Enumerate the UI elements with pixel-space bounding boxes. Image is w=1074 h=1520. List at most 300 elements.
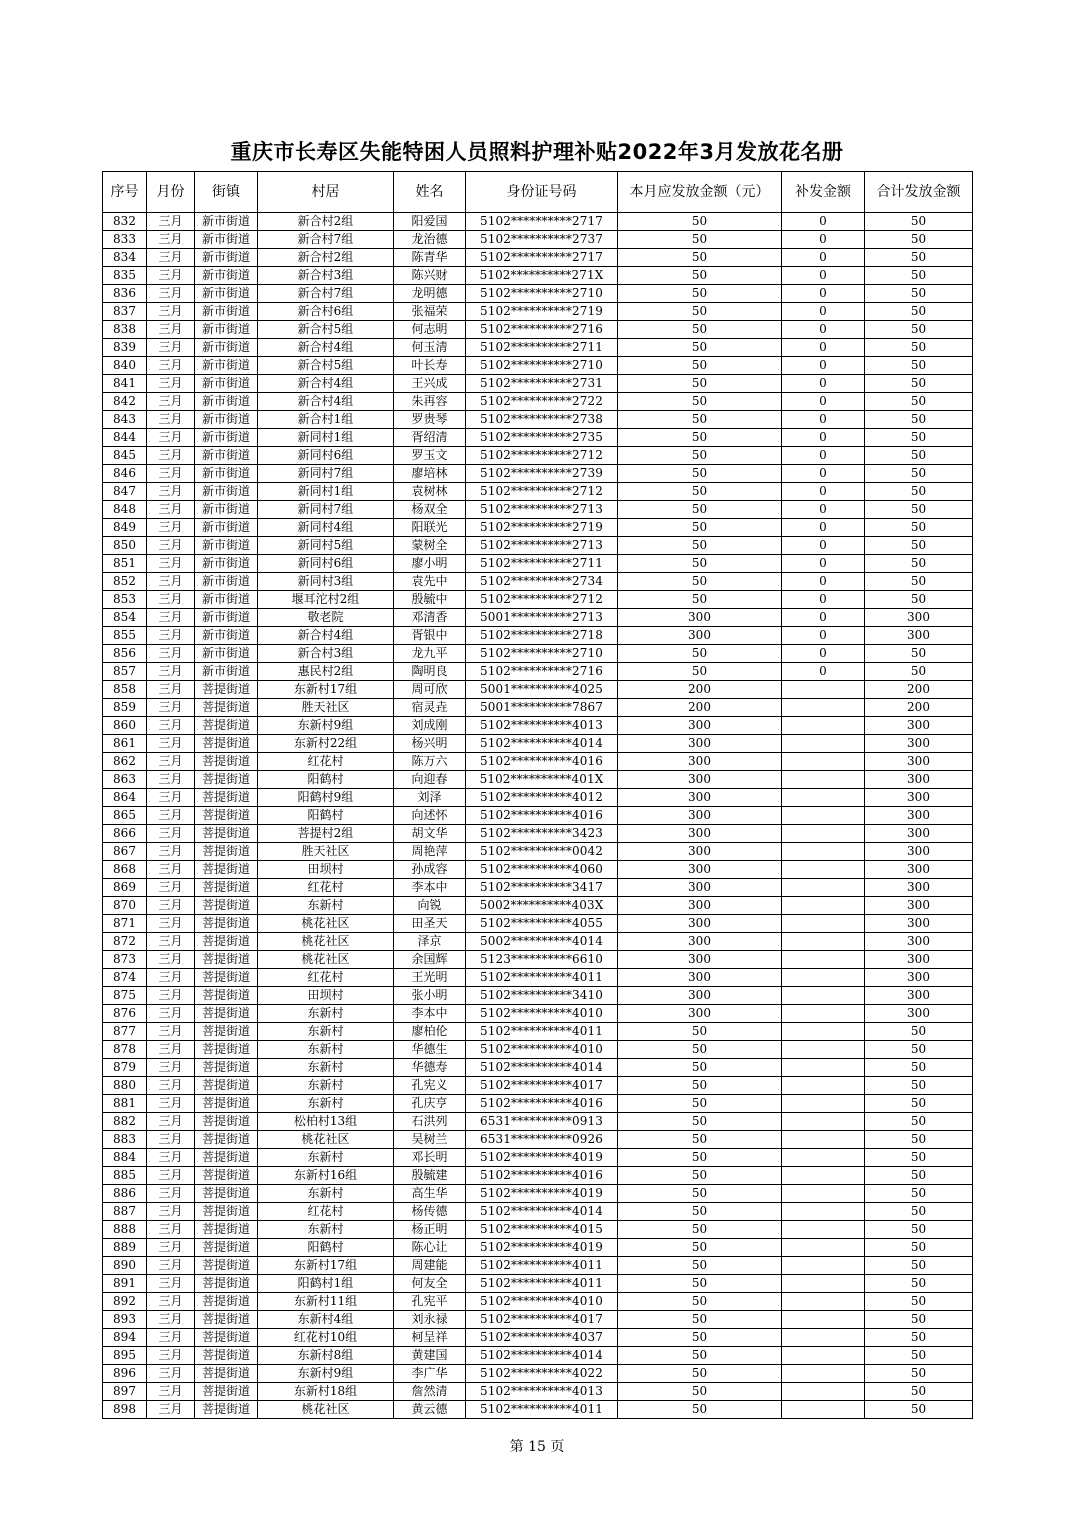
cell-village: 东新村17组 bbox=[258, 1257, 394, 1275]
cell-month: 三月 bbox=[147, 375, 195, 393]
cell-street: 菩提街道 bbox=[195, 825, 258, 843]
cell-index: 897 bbox=[103, 1383, 147, 1401]
cell-street: 菩提街道 bbox=[195, 1293, 258, 1311]
cell-name: 胥银中 bbox=[394, 627, 466, 645]
cell-total-amount: 50 bbox=[865, 393, 973, 411]
cell-id-number: 5102**********2737 bbox=[466, 231, 618, 249]
cell-monthly-amount: 50 bbox=[618, 663, 782, 681]
cell-name: 周建能 bbox=[394, 1257, 466, 1275]
table-row bbox=[103, 717, 973, 735]
cell-village: 东新村17组 bbox=[258, 681, 394, 699]
cell-index: 844 bbox=[103, 429, 147, 447]
cell-total-amount: 50 bbox=[865, 1257, 973, 1275]
cell-monthly-amount: 300 bbox=[618, 1005, 782, 1023]
cell-index: 883 bbox=[103, 1131, 147, 1149]
table-row bbox=[103, 771, 973, 789]
table-row bbox=[103, 699, 973, 717]
cell-street: 菩提街道 bbox=[195, 717, 258, 735]
cell-id-number: 5102**********0042 bbox=[466, 843, 618, 861]
cell-street: 新市街道 bbox=[195, 321, 258, 339]
cell-monthly-amount: 50 bbox=[618, 267, 782, 285]
cell-index: 893 bbox=[103, 1311, 147, 1329]
cell-month: 三月 bbox=[147, 1077, 195, 1095]
cell-id-number: 5102**********4016 bbox=[466, 1167, 618, 1185]
cell-reissue-amount bbox=[782, 771, 865, 789]
cell-total-amount: 50 bbox=[865, 1059, 973, 1077]
cell-total-amount: 50 bbox=[865, 357, 973, 375]
cell-reissue-amount bbox=[782, 1167, 865, 1185]
cell-village: 新同村3组 bbox=[258, 573, 394, 591]
cell-monthly-amount: 300 bbox=[618, 627, 782, 645]
table-row bbox=[103, 1059, 973, 1077]
cell-street: 菩提街道 bbox=[195, 1077, 258, 1095]
cell-village: 东新村 bbox=[258, 1005, 394, 1023]
table-row bbox=[103, 897, 973, 915]
cell-street: 新市街道 bbox=[195, 501, 258, 519]
cell-reissue-amount: 0 bbox=[782, 591, 865, 609]
table-row bbox=[103, 375, 973, 393]
cell-total-amount: 50 bbox=[865, 1095, 973, 1113]
cell-total-amount: 200 bbox=[865, 681, 973, 699]
cell-month: 三月 bbox=[147, 753, 195, 771]
cell-total-amount: 50 bbox=[865, 1347, 973, 1365]
cell-village: 新合村1组 bbox=[258, 411, 394, 429]
cell-id-number: 5102**********2718 bbox=[466, 627, 618, 645]
cell-month: 三月 bbox=[147, 501, 195, 519]
cell-village: 新合村7组 bbox=[258, 231, 394, 249]
cell-village: 桃花社区 bbox=[258, 933, 394, 951]
cell-street: 菩提街道 bbox=[195, 1113, 258, 1131]
cell-reissue-amount bbox=[782, 1329, 865, 1347]
cell-name: 陈青华 bbox=[394, 249, 466, 267]
cell-total-amount: 300 bbox=[865, 1005, 973, 1023]
cell-index: 857 bbox=[103, 663, 147, 681]
cell-index: 892 bbox=[103, 1293, 147, 1311]
cell-month: 三月 bbox=[147, 735, 195, 753]
cell-id-number: 5102**********4011 bbox=[466, 1023, 618, 1041]
cell-month: 三月 bbox=[147, 1185, 195, 1203]
cell-month: 三月 bbox=[147, 465, 195, 483]
cell-name: 向述怀 bbox=[394, 807, 466, 825]
cell-name: 叶长寿 bbox=[394, 357, 466, 375]
cell-monthly-amount: 50 bbox=[618, 573, 782, 591]
cell-monthly-amount: 50 bbox=[618, 1059, 782, 1077]
cell-month: 三月 bbox=[147, 249, 195, 267]
table-row bbox=[103, 1113, 973, 1131]
cell-village: 东新村 bbox=[258, 897, 394, 915]
cell-id-number: 5001**********7867 bbox=[466, 699, 618, 717]
cell-reissue-amount bbox=[782, 1005, 865, 1023]
cell-month: 三月 bbox=[147, 969, 195, 987]
cell-name: 王光明 bbox=[394, 969, 466, 987]
cell-month: 三月 bbox=[147, 825, 195, 843]
cell-village: 红花村 bbox=[258, 753, 394, 771]
cell-index: 849 bbox=[103, 519, 147, 537]
cell-street: 新市街道 bbox=[195, 519, 258, 537]
cell-reissue-amount bbox=[782, 717, 865, 735]
cell-index: 852 bbox=[103, 573, 147, 591]
cell-village: 新合村2组 bbox=[258, 213, 394, 231]
cell-month: 三月 bbox=[147, 1293, 195, 1311]
cell-monthly-amount: 50 bbox=[618, 465, 782, 483]
cell-name: 朱再容 bbox=[394, 393, 466, 411]
cell-street: 菩提街道 bbox=[195, 951, 258, 969]
cell-name: 向锐 bbox=[394, 897, 466, 915]
cell-monthly-amount: 300 bbox=[618, 789, 782, 807]
cell-id-number: 5123**********6610 bbox=[466, 951, 618, 969]
table-row bbox=[103, 1275, 973, 1293]
cell-month: 三月 bbox=[147, 609, 195, 627]
cell-id-number: 5102**********4011 bbox=[466, 1401, 618, 1419]
cell-monthly-amount: 50 bbox=[618, 249, 782, 267]
cell-village: 新合村3组 bbox=[258, 267, 394, 285]
cell-name: 杨正明 bbox=[394, 1221, 466, 1239]
cell-monthly-amount: 300 bbox=[618, 879, 782, 897]
cell-street: 菩提街道 bbox=[195, 843, 258, 861]
table-row bbox=[103, 1311, 973, 1329]
cell-index: 848 bbox=[103, 501, 147, 519]
table-row bbox=[103, 231, 973, 249]
cell-name: 吴树兰 bbox=[394, 1131, 466, 1149]
cell-month: 三月 bbox=[147, 231, 195, 249]
cell-month: 三月 bbox=[147, 1329, 195, 1347]
cell-month: 三月 bbox=[147, 573, 195, 591]
cell-monthly-amount: 50 bbox=[618, 1203, 782, 1221]
cell-village: 新合村5组 bbox=[258, 321, 394, 339]
cell-name: 泽京 bbox=[394, 933, 466, 951]
cell-reissue-amount bbox=[782, 1059, 865, 1077]
cell-reissue-amount bbox=[782, 699, 865, 717]
cell-reissue-amount: 0 bbox=[782, 321, 865, 339]
cell-index: 870 bbox=[103, 897, 147, 915]
cell-id-number: 5102**********4055 bbox=[466, 915, 618, 933]
cell-id-number: 5102**********4014 bbox=[466, 1203, 618, 1221]
cell-id-number: 5102**********2722 bbox=[466, 393, 618, 411]
cell-index: 884 bbox=[103, 1149, 147, 1167]
cell-total-amount: 50 bbox=[865, 1275, 973, 1293]
cell-index: 847 bbox=[103, 483, 147, 501]
table-row bbox=[103, 951, 973, 969]
cell-village: 桃花社区 bbox=[258, 1401, 394, 1419]
cell-monthly-amount: 50 bbox=[618, 213, 782, 231]
cell-id-number: 5002**********403X bbox=[466, 897, 618, 915]
cell-village: 田坝村 bbox=[258, 861, 394, 879]
table-row bbox=[103, 987, 973, 1005]
cell-index: 877 bbox=[103, 1023, 147, 1041]
cell-monthly-amount: 300 bbox=[618, 933, 782, 951]
cell-index: 835 bbox=[103, 267, 147, 285]
cell-name: 阳联光 bbox=[394, 519, 466, 537]
cell-reissue-amount bbox=[782, 843, 865, 861]
cell-month: 三月 bbox=[147, 987, 195, 1005]
cell-total-amount: 50 bbox=[865, 249, 973, 267]
cell-monthly-amount: 50 bbox=[618, 1041, 782, 1059]
cell-village: 新合村4组 bbox=[258, 375, 394, 393]
cell-reissue-amount bbox=[782, 1257, 865, 1275]
table-row bbox=[103, 447, 973, 465]
cell-village: 新同村1组 bbox=[258, 483, 394, 501]
cell-index: 878 bbox=[103, 1041, 147, 1059]
cell-month: 三月 bbox=[147, 717, 195, 735]
header-monthly-amount: 本月应发放金额（元） bbox=[618, 172, 782, 213]
cell-village: 新合村5组 bbox=[258, 357, 394, 375]
cell-reissue-amount bbox=[782, 1275, 865, 1293]
cell-month: 三月 bbox=[147, 771, 195, 789]
cell-total-amount: 300 bbox=[865, 807, 973, 825]
cell-village: 敬老院 bbox=[258, 609, 394, 627]
cell-index: 841 bbox=[103, 375, 147, 393]
cell-id-number: 5102**********4016 bbox=[466, 807, 618, 825]
cell-village: 新合村3组 bbox=[258, 645, 394, 663]
table-row bbox=[103, 501, 973, 519]
cell-reissue-amount bbox=[782, 789, 865, 807]
cell-index: 891 bbox=[103, 1275, 147, 1293]
cell-reissue-amount: 0 bbox=[782, 465, 865, 483]
cell-name: 孙成容 bbox=[394, 861, 466, 879]
cell-index: 886 bbox=[103, 1185, 147, 1203]
cell-reissue-amount: 0 bbox=[782, 375, 865, 393]
cell-street: 新市街道 bbox=[195, 249, 258, 267]
table-row bbox=[103, 1239, 973, 1257]
cell-index: 839 bbox=[103, 339, 147, 357]
cell-monthly-amount: 50 bbox=[618, 1293, 782, 1311]
cell-street: 菩提街道 bbox=[195, 1005, 258, 1023]
cell-index: 871 bbox=[103, 915, 147, 933]
cell-total-amount: 50 bbox=[865, 303, 973, 321]
cell-total-amount: 50 bbox=[865, 1239, 973, 1257]
cell-monthly-amount: 300 bbox=[618, 897, 782, 915]
cell-index: 854 bbox=[103, 609, 147, 627]
cell-total-amount: 300 bbox=[865, 969, 973, 987]
cell-month: 三月 bbox=[147, 1239, 195, 1257]
cell-name: 杨兴明 bbox=[394, 735, 466, 753]
cell-village: 新同村4组 bbox=[258, 519, 394, 537]
cell-name: 詹然清 bbox=[394, 1383, 466, 1401]
table-row bbox=[103, 1005, 973, 1023]
cell-monthly-amount: 50 bbox=[618, 645, 782, 663]
cell-index: 864 bbox=[103, 789, 147, 807]
cell-month: 三月 bbox=[147, 861, 195, 879]
cell-village: 胜天社区 bbox=[258, 843, 394, 861]
cell-id-number: 5102**********4014 bbox=[466, 735, 618, 753]
cell-id-number: 5102**********2717 bbox=[466, 249, 618, 267]
cell-id-number: 5102**********4022 bbox=[466, 1365, 618, 1383]
cell-monthly-amount: 300 bbox=[618, 843, 782, 861]
cell-name: 陈万六 bbox=[394, 753, 466, 771]
cell-village: 田坝村 bbox=[258, 987, 394, 1005]
cell-total-amount: 300 bbox=[865, 951, 973, 969]
cell-index: 837 bbox=[103, 303, 147, 321]
cell-street: 菩提街道 bbox=[195, 1311, 258, 1329]
cell-total-amount: 50 bbox=[865, 1329, 973, 1347]
cell-id-number: 5102**********2711 bbox=[466, 339, 618, 357]
cell-village: 东新村 bbox=[258, 1221, 394, 1239]
table-row bbox=[103, 393, 973, 411]
cell-monthly-amount: 50 bbox=[618, 285, 782, 303]
cell-village: 新同村7组 bbox=[258, 501, 394, 519]
cell-street: 菩提街道 bbox=[195, 861, 258, 879]
cell-name: 周艳萍 bbox=[394, 843, 466, 861]
cell-total-amount: 300 bbox=[865, 735, 973, 753]
cell-month: 三月 bbox=[147, 1257, 195, 1275]
cell-month: 三月 bbox=[147, 1401, 195, 1419]
cell-month: 三月 bbox=[147, 681, 195, 699]
cell-monthly-amount: 300 bbox=[618, 951, 782, 969]
cell-month: 三月 bbox=[147, 1365, 195, 1383]
cell-id-number: 5102**********401X bbox=[466, 771, 618, 789]
cell-street: 新市街道 bbox=[195, 483, 258, 501]
cell-id-number: 5102**********271X bbox=[466, 267, 618, 285]
cell-name: 胡文华 bbox=[394, 825, 466, 843]
cell-index: 833 bbox=[103, 231, 147, 249]
cell-total-amount: 300 bbox=[865, 609, 973, 627]
cell-village: 红花村 bbox=[258, 1203, 394, 1221]
cell-index: 836 bbox=[103, 285, 147, 303]
cell-street: 菩提街道 bbox=[195, 1383, 258, 1401]
cell-street: 菩提街道 bbox=[195, 1059, 258, 1077]
cell-reissue-amount: 0 bbox=[782, 429, 865, 447]
cell-street: 新市街道 bbox=[195, 573, 258, 591]
cell-reissue-amount bbox=[782, 753, 865, 771]
cell-total-amount: 300 bbox=[865, 627, 973, 645]
cell-month: 三月 bbox=[147, 933, 195, 951]
cell-month: 三月 bbox=[147, 645, 195, 663]
cell-id-number: 5102**********4060 bbox=[466, 861, 618, 879]
table-row bbox=[103, 1401, 973, 1419]
cell-street: 新市街道 bbox=[195, 465, 258, 483]
cell-total-amount: 50 bbox=[865, 537, 973, 555]
cell-index: 859 bbox=[103, 699, 147, 717]
cell-reissue-amount bbox=[782, 825, 865, 843]
cell-reissue-amount: 0 bbox=[782, 339, 865, 357]
cell-month: 三月 bbox=[147, 1131, 195, 1149]
cell-index: 875 bbox=[103, 987, 147, 1005]
cell-village: 东新村22组 bbox=[258, 735, 394, 753]
cell-reissue-amount bbox=[782, 915, 865, 933]
cell-village: 东新村 bbox=[258, 1059, 394, 1077]
table-row bbox=[103, 753, 973, 771]
cell-reissue-amount: 0 bbox=[782, 285, 865, 303]
cell-street: 菩提街道 bbox=[195, 1131, 258, 1149]
cell-index: 832 bbox=[103, 213, 147, 231]
cell-monthly-amount: 50 bbox=[618, 519, 782, 537]
cell-id-number: 5102**********2719 bbox=[466, 519, 618, 537]
cell-village: 桃花社区 bbox=[258, 1131, 394, 1149]
cell-name: 余国辉 bbox=[394, 951, 466, 969]
cell-name: 龙治德 bbox=[394, 231, 466, 249]
cell-street: 新市街道 bbox=[195, 555, 258, 573]
cell-total-amount: 300 bbox=[865, 789, 973, 807]
cell-street: 菩提街道 bbox=[195, 1167, 258, 1185]
cell-name: 邓清香 bbox=[394, 609, 466, 627]
cell-reissue-amount: 0 bbox=[782, 645, 865, 663]
cell-index: 885 bbox=[103, 1167, 147, 1185]
table-row bbox=[103, 1347, 973, 1365]
cell-street: 新市街道 bbox=[195, 285, 258, 303]
cell-name: 华德寿 bbox=[394, 1059, 466, 1077]
cell-index: 838 bbox=[103, 321, 147, 339]
cell-month: 三月 bbox=[147, 1113, 195, 1131]
cell-id-number: 5102**********4016 bbox=[466, 1095, 618, 1113]
cell-index: 850 bbox=[103, 537, 147, 555]
table-row bbox=[103, 1131, 973, 1149]
cell-name: 田圣天 bbox=[394, 915, 466, 933]
cell-id-number: 5102**********2712 bbox=[466, 483, 618, 501]
cell-street: 新市街道 bbox=[195, 303, 258, 321]
cell-street: 菩提街道 bbox=[195, 753, 258, 771]
cell-monthly-amount: 50 bbox=[618, 1077, 782, 1095]
table-row bbox=[103, 573, 973, 591]
cell-street: 菩提街道 bbox=[195, 1221, 258, 1239]
cell-month: 三月 bbox=[147, 537, 195, 555]
cell-name: 宿灵垚 bbox=[394, 699, 466, 717]
cell-village: 胜天社区 bbox=[258, 699, 394, 717]
cell-index: 873 bbox=[103, 951, 147, 969]
cell-village: 新同村1组 bbox=[258, 429, 394, 447]
cell-street: 新市街道 bbox=[195, 375, 258, 393]
header-name: 姓名 bbox=[394, 172, 466, 213]
cell-monthly-amount: 50 bbox=[618, 1095, 782, 1113]
cell-name: 何玉清 bbox=[394, 339, 466, 357]
cell-monthly-amount: 300 bbox=[618, 969, 782, 987]
cell-name: 罗玉文 bbox=[394, 447, 466, 465]
cell-id-number: 5102**********4010 bbox=[466, 1005, 618, 1023]
cell-month: 三月 bbox=[147, 213, 195, 231]
cell-reissue-amount: 0 bbox=[782, 231, 865, 249]
cell-index: 890 bbox=[103, 1257, 147, 1275]
cell-total-amount: 50 bbox=[865, 447, 973, 465]
cell-monthly-amount: 300 bbox=[618, 987, 782, 1005]
table-row bbox=[103, 465, 973, 483]
cell-street: 菩提街道 bbox=[195, 1347, 258, 1365]
cell-monthly-amount: 50 bbox=[618, 555, 782, 573]
cell-index: 887 bbox=[103, 1203, 147, 1221]
cell-street: 新市街道 bbox=[195, 411, 258, 429]
cell-reissue-amount bbox=[782, 1041, 865, 1059]
header-reissue-amount: 补发金额 bbox=[782, 172, 865, 213]
cell-index: 894 bbox=[103, 1329, 147, 1347]
cell-monthly-amount: 300 bbox=[618, 717, 782, 735]
cell-total-amount: 50 bbox=[865, 519, 973, 537]
cell-name: 刘泽 bbox=[394, 789, 466, 807]
cell-street: 菩提街道 bbox=[195, 1149, 258, 1167]
cell-total-amount: 50 bbox=[865, 555, 973, 573]
cell-street: 新市街道 bbox=[195, 357, 258, 375]
cell-month: 三月 bbox=[147, 915, 195, 933]
cell-index: 867 bbox=[103, 843, 147, 861]
table-row bbox=[103, 861, 973, 879]
cell-month: 三月 bbox=[147, 807, 195, 825]
cell-village: 红花村 bbox=[258, 969, 394, 987]
cell-month: 三月 bbox=[147, 1347, 195, 1365]
cell-id-number: 5102**********2716 bbox=[466, 663, 618, 681]
header-street: 街镇 bbox=[195, 172, 258, 213]
table-row bbox=[103, 519, 973, 537]
table-row bbox=[103, 627, 973, 645]
cell-street: 新市街道 bbox=[195, 339, 258, 357]
table-row bbox=[103, 645, 973, 663]
cell-total-amount: 50 bbox=[865, 411, 973, 429]
cell-street: 新市街道 bbox=[195, 447, 258, 465]
cell-name: 阳爱国 bbox=[394, 213, 466, 231]
cell-index: 846 bbox=[103, 465, 147, 483]
cell-month: 三月 bbox=[147, 699, 195, 717]
table-row bbox=[103, 267, 973, 285]
cell-street: 菩提街道 bbox=[195, 879, 258, 897]
cell-month: 三月 bbox=[147, 663, 195, 681]
cell-name: 杨传德 bbox=[394, 1203, 466, 1221]
table-row bbox=[103, 249, 973, 267]
